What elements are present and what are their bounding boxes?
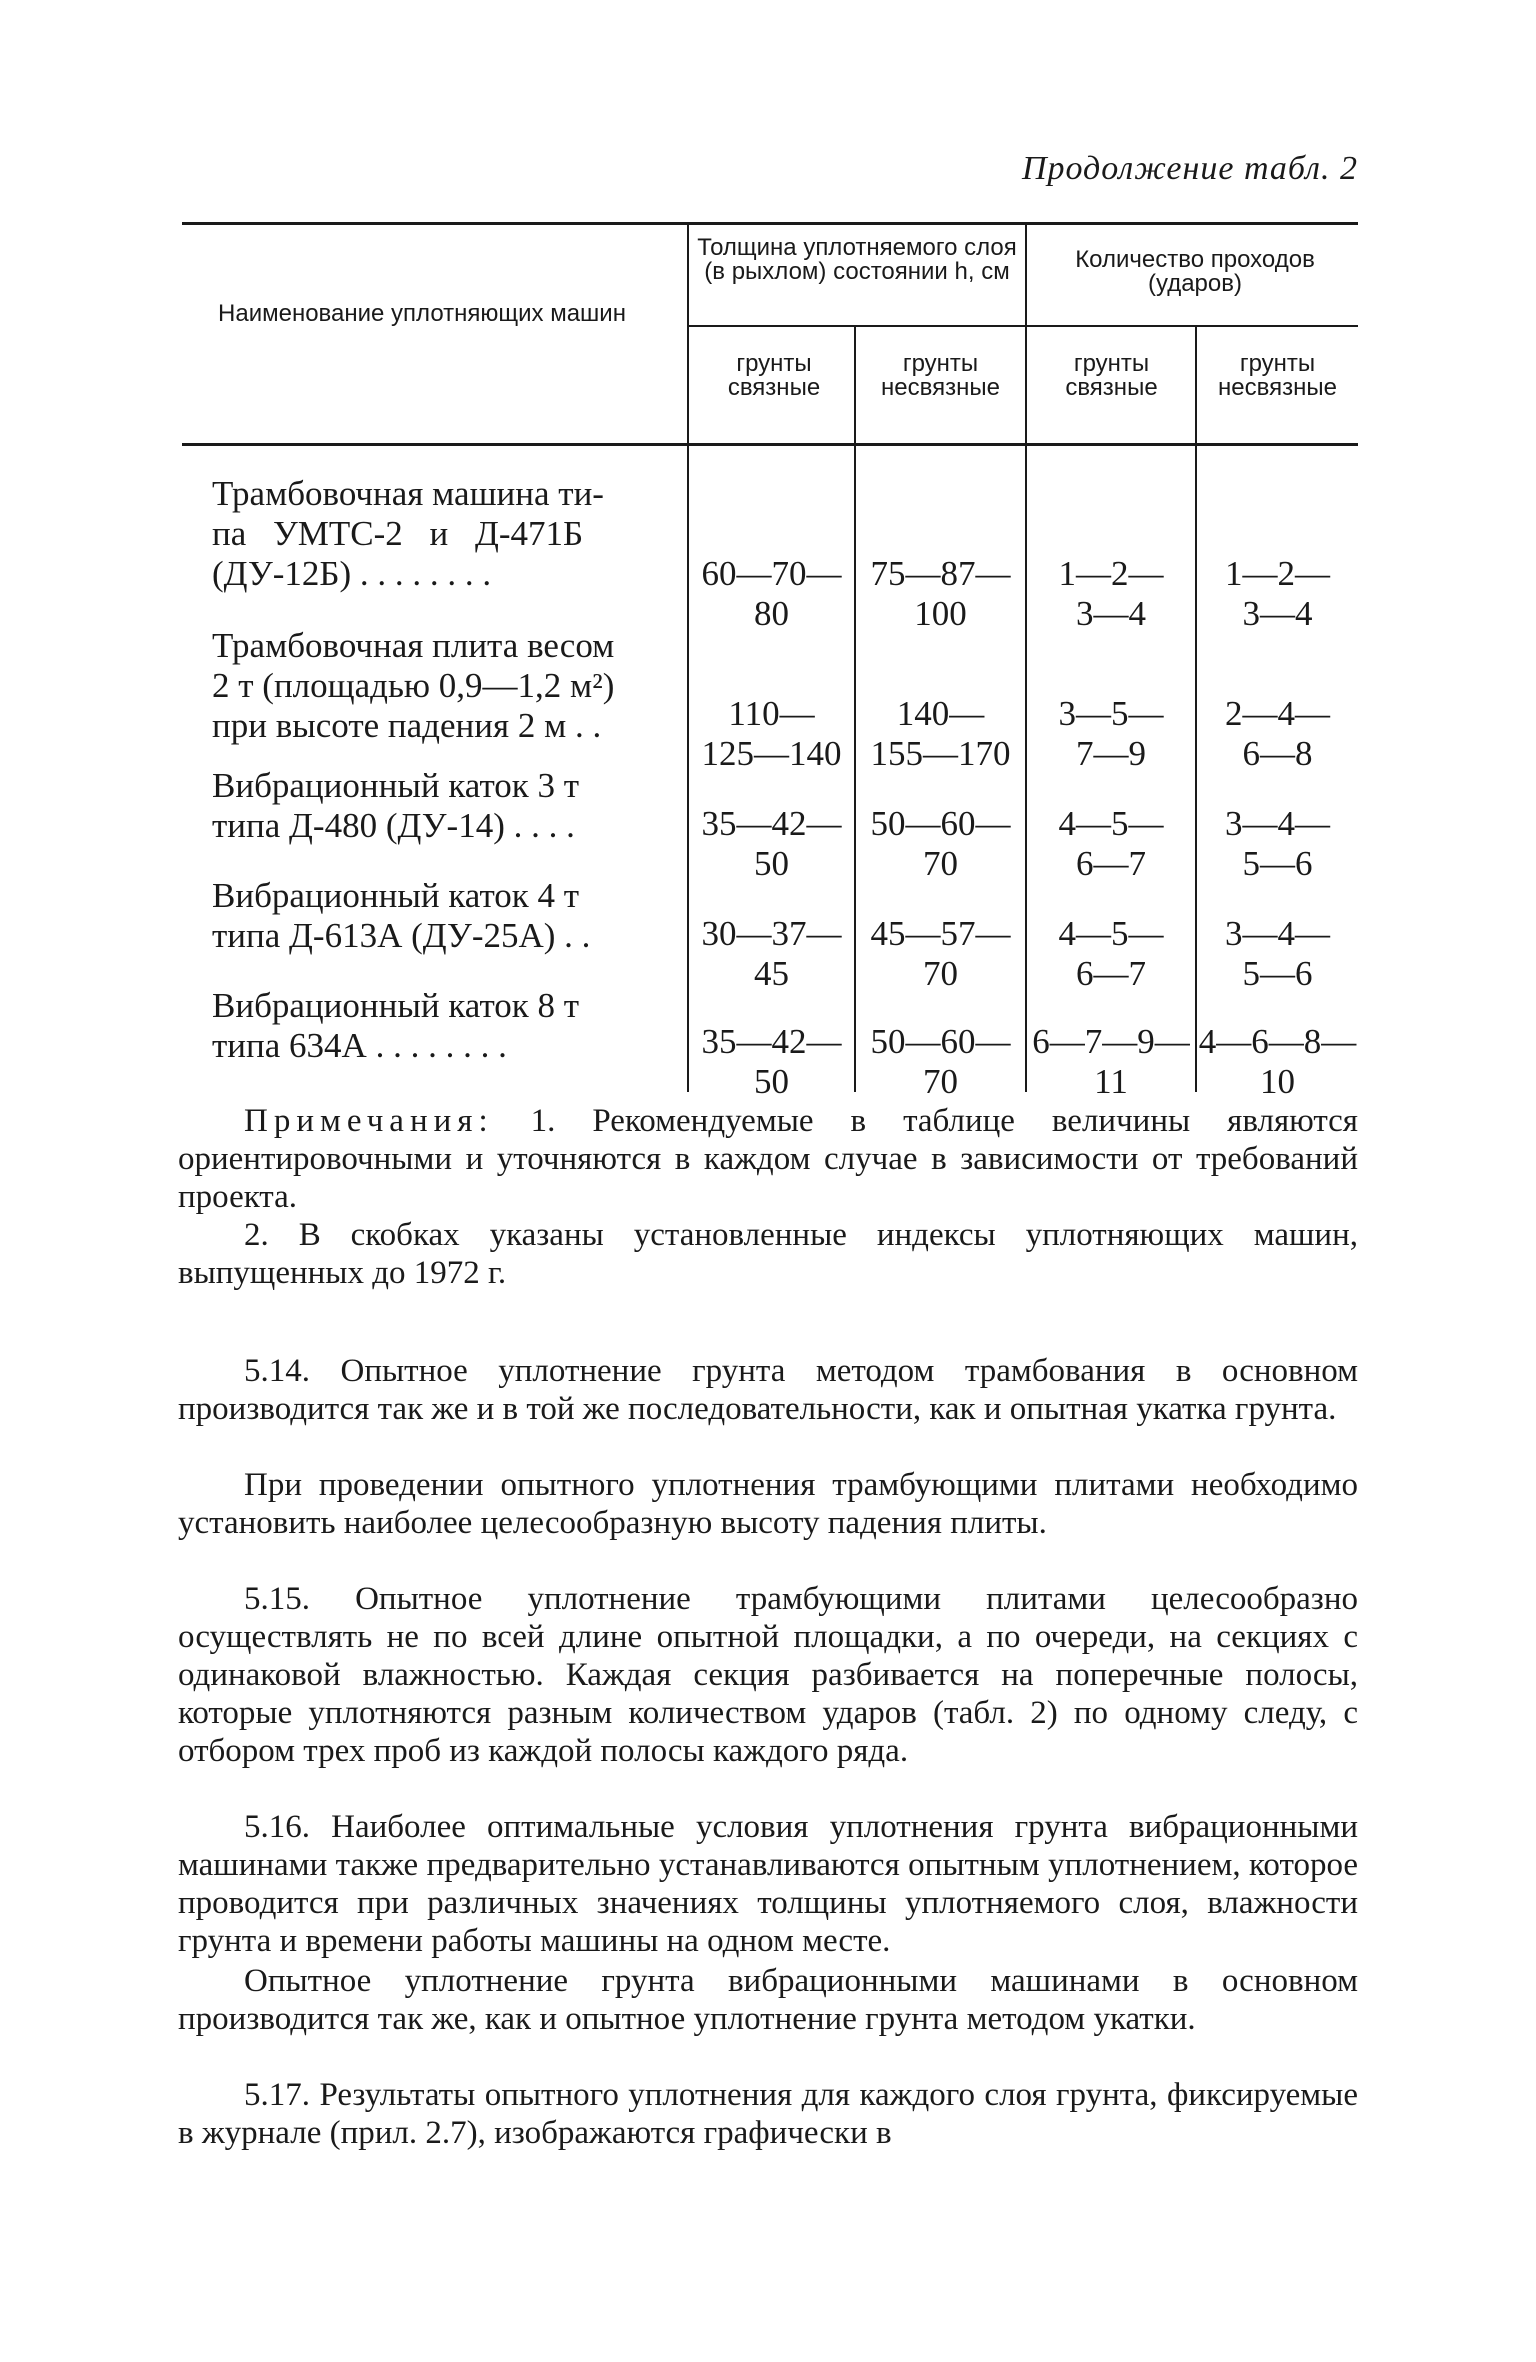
row-name-line: 2 т (площадью 0,9—1,2 м²) [212,666,615,705]
row-name-line: типа 634А . . . . . . . . [212,1026,507,1065]
table-continuation-label: Продолжение табл. 2 [1021,150,1358,187]
compaction-table [182,222,1358,1101]
clause-number: 5.17. [244,2077,310,2113]
table-note-2: 2. В скобках указаны установленные индексы уплотняющих машин, выпущенных до 1972 г. [178,1217,1358,1291]
header-mid-rule [687,325,1358,327]
paragraph-5-16-cont: Опытное уплотнение грунта вибрационными машинами в основном производится так же, как и опытное уплотнение грунта методом укатки. [178,1963,1358,2037]
paragraph-5-15: 5.15. Опытное уплотнение трамбующими плитами целесообразно осуществлять не по всей длине опытной площадки, а по очереди, на секциях с одинаковой влажностью. Каждая секция разбивается на поперечные полосы, которые уплотняются разным количеством ударов (табл. 2) по одному следу, с отбором трех проб из каждой полосы каждого ряда. [178,1581,1359,1769]
row-name-line: па УМТС-2 и Д-471Б [212,514,584,553]
row-name-line: Трамбовочная машина ти- [212,474,604,513]
cell-thickness-noncohesive: 50—60— 70 [870,1022,1011,1101]
row-name-line: Трамбовочная плита весом [212,626,615,665]
header-passes: Количество проходов (ударов) [1075,246,1315,297]
table-notes [178,1102,1358,1216]
cell-thickness-cohesive: 35—42— 50 [701,804,842,883]
cell-thickness-noncohesive: 50—60— 70 [870,804,1011,883]
cell-passes-cohesive: 3—5— 7—9 [1058,694,1164,773]
subheader-thickness-cohesive: грунты связные [727,350,821,401]
row-name-line: типа Д-480 (ДУ-14) . . . . [212,806,575,845]
clause-number: 5.14. [244,1353,310,1389]
row-name-line: Вибрационный каток 3 т [212,766,580,805]
subheader-passes-noncohesive: грунты несвязные [1218,350,1337,401]
cell-passes-cohesive: 4—5— 6—7 [1058,804,1164,883]
cell-thickness-cohesive: 110— 125—140 [701,694,842,773]
row-name-roller-634a [212,986,702,1066]
paragraph-5-14-cont: При проведении опытного уплотнения трамбующими плитами необходимо установить наиболее целесообразную высоту падения плиты. [178,1467,1358,1541]
cell-passes-cohesive: 4—5— 6—7 [1058,914,1164,993]
table-top-rule [182,222,1358,225]
paragraph-5-14: 5.14. Опытное уплотнение грунта методом трамбования в основном производится так же и в той же последовательности, как и опытная укатка грунта. [178,1353,1359,1427]
row-name-ramming-plate [212,626,702,746]
cell-thickness-cohesive: 60—70— 80 [701,554,842,633]
clause-number: 5.15. [244,1581,310,1617]
row-name-line: Вибрационный каток 4 т [212,876,580,915]
header-machine-name: Наименование уплотняющих машин [218,300,626,327]
cell-passes-noncohesive: 1—2— 3—4 [1225,554,1330,633]
subheader-thickness-noncohesive: грунты несвязные [881,350,1000,401]
cell-passes-noncohesive: 3—4— 5—6 [1225,914,1330,993]
cell-thickness-cohesive: 35—42— 50 [701,1022,842,1101]
paragraph-5-17: 5.17. Результаты опытного уплотнения для каждого слоя грунта, фиксируемые в журнале (прил. 2.7), изображаются графически в [178,2077,1358,2151]
subheader-passes-cohesive: грунты связные [1065,350,1158,401]
clause-number: 5.16. [244,1809,310,1845]
cell-passes-cohesive: 1—2— 3—4 [1058,554,1164,633]
cell-thickness-noncohesive: 45—57— 70 [870,914,1011,993]
paragraph-5-16: 5.16. Наиболее оптимальные условия уплотнения грунта вибрационными машинами также предварительно устанавливаются опытным уплотнением, которое проводится при различных значениях толщины уплотняемого слоя, влажности грунта и времени работы машины на одном месте. [178,1809,1359,1959]
notes-heading: Примечания: [244,1103,494,1139]
cell-thickness-noncohesive: 75—87— 100 [870,554,1011,633]
row-name-line: (ДУ-12Б) . . . . . . . . [212,554,492,593]
cell-passes-cohesive: 6—7—9— 11 [1032,1022,1190,1101]
header-bottom-rule [182,443,1358,446]
row-name-roller-d480 [212,766,702,846]
row-name-line: Вибрационный каток 8 т [212,986,580,1025]
cell-passes-noncohesive: 3—4— 5—6 [1225,804,1330,883]
header-thickness: Толщина уплотняемого слоя (в рыхлом) состоянии h, см [697,234,1017,285]
row-name-line: типа Д-613А (ДУ-25А) . . [212,916,591,955]
cell-thickness-noncohesive: 140— 155—170 [870,694,1011,773]
note-1: 1. Рекомендуемые в таблице величины являются ориентировочными и уточняются в каждом случае в зависимости от требований проекта. [178,1103,1358,1215]
row-name-line: при высоте падения 2 м . . [212,706,602,745]
cell-thickness-cohesive: 30—37— 45 [701,914,842,993]
row-name-roller-d613a [212,876,702,956]
row-name-rammer-umts2 [212,474,702,594]
cell-passes-noncohesive: 4—6—8— 10 [1198,1022,1357,1101]
cell-passes-noncohesive: 2—4— 6—8 [1225,694,1330,773]
